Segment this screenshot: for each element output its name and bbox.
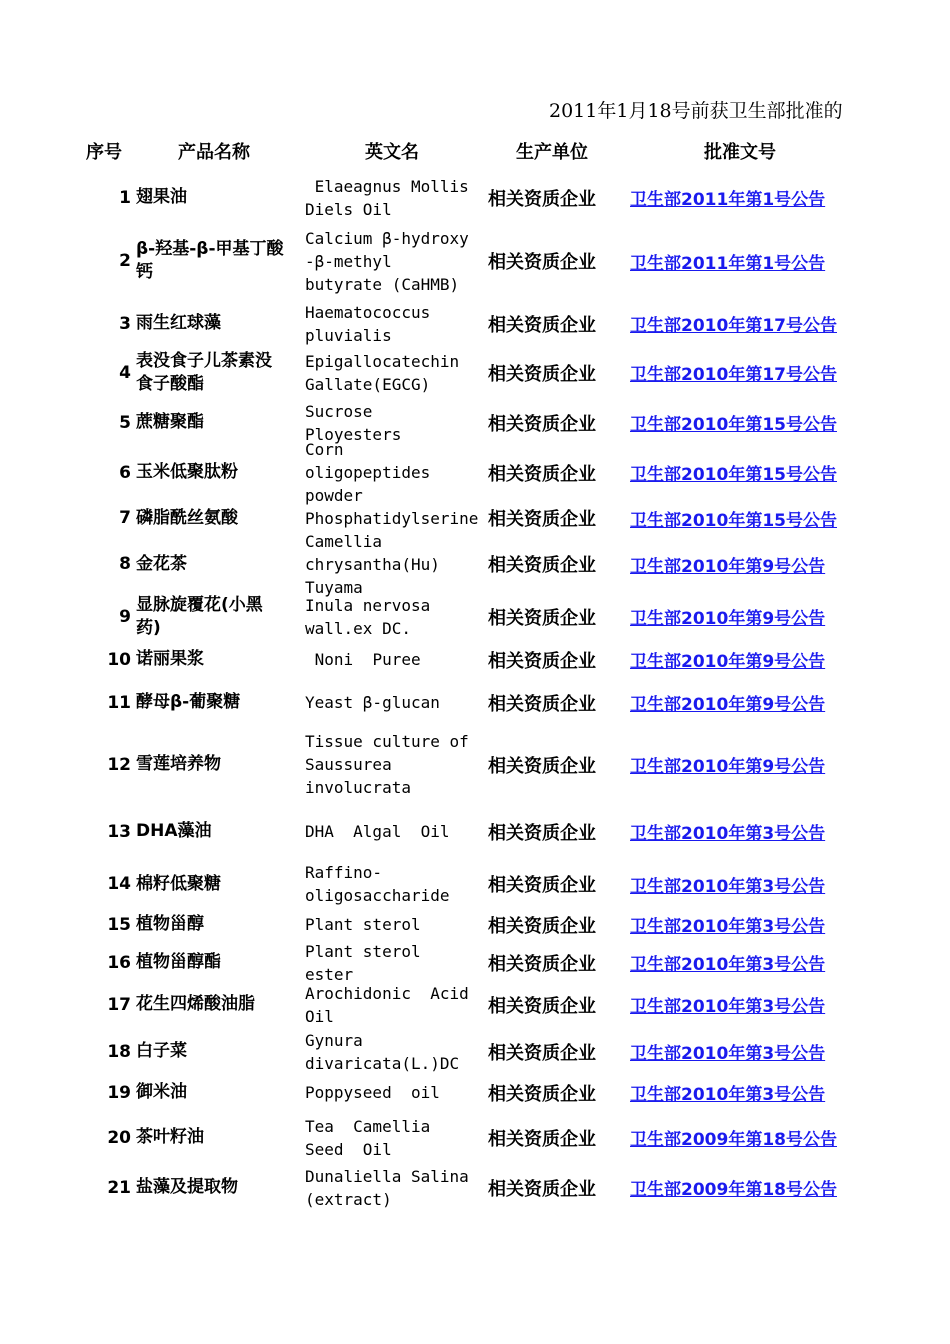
- approval-link[interactable]: 卫生部2010年第9号公告: [630, 556, 826, 577]
- product-name-cell: 雨生红球藻: [136, 313, 221, 333]
- table-row: [0, 941, 950, 984]
- row-number: 1: [119, 187, 131, 208]
- approval-link[interactable]: 卫生部2010年第3号公告: [630, 824, 826, 844]
- approval-link[interactable]: 卫生部2010年第3号公告: [630, 955, 826, 975]
- row-number: 9: [119, 606, 131, 627]
- product-name-cell: 翅果油: [136, 187, 187, 207]
- english-name-cell: Haematococcus pluvialis: [305, 302, 440, 345]
- producer-cell: 相关资质企业: [488, 252, 596, 273]
- row-number: 21: [107, 1177, 131, 1198]
- product-name-cell: 花生四烯酸油脂: [136, 994, 255, 1014]
- approval-link[interactable]: 卫生部2010年第15号公告: [630, 415, 837, 435]
- approval-link[interactable]: 卫生部2010年第15号公告: [630, 465, 837, 485]
- row-number: 4: [119, 362, 131, 383]
- table-row: [0, 905, 950, 944]
- approval-link[interactable]: 卫生部2010年第9号公告: [630, 652, 826, 672]
- english-name-cell: Gynura divaricata(L.)DC: [305, 1030, 460, 1073]
- table-row: [0, 590, 950, 643]
- row-number: 17: [107, 994, 131, 1015]
- producer-cell: 相关资质企业: [488, 875, 596, 896]
- product-name-cell: DHA藻油: [136, 821, 212, 841]
- approval-cell: [630, 643, 860, 676]
- product-name-cell: 雪莲培养物: [136, 754, 221, 774]
- row-number: 15: [107, 914, 131, 935]
- english-name-cell: Raffino-oligosaccharide: [305, 863, 450, 905]
- table-row: [0, 1075, 950, 1110]
- producer-cell: 相关资质企业: [488, 995, 596, 1017]
- approval-cell: [630, 981, 860, 1028]
- approval-cell: [630, 800, 860, 863]
- product-name-cell: 棉籽低聚糖: [136, 873, 221, 894]
- approval-cell: [630, 300, 860, 347]
- producer-cell: 相关资质企业: [488, 509, 596, 530]
- product-name-cell: 表没食子儿茶素没食子酸酯: [136, 350, 272, 394]
- approval-link[interactable]: 卫生部2010年第17号公告: [630, 365, 837, 385]
- english-name-cell: Sucrose Ployesters: [305, 401, 402, 444]
- approval-cell: [630, 590, 860, 643]
- product-name-cell: 蔗糖聚酯: [136, 412, 204, 432]
- approval-link[interactable]: 卫生部2009年第18号公告: [630, 1130, 837, 1150]
- producer-cell: 相关资质企业: [488, 413, 596, 435]
- english-name-cell: Inula nervosa wall.ex DC.: [305, 595, 440, 638]
- english-name-cell: Yeast β-glucan: [305, 693, 440, 712]
- producer-cell: 相关资质企业: [488, 915, 596, 937]
- approval-link[interactable]: 卫生部2010年第3号公告: [630, 1044, 826, 1064]
- approval-cell: [630, 944, 860, 981]
- approval-cell: [630, 863, 860, 905]
- producer-cell: 相关资质企业: [488, 822, 596, 844]
- row-number: 10: [107, 649, 131, 670]
- product-name-cell: 金花茶: [136, 553, 187, 574]
- english-name-cell: Elaeagnus Mollis Diels Oil: [305, 176, 479, 219]
- row-number: 5: [119, 412, 131, 433]
- approval-cell: [630, 447, 860, 498]
- english-name-cell: Arochidonic Acid Oil: [305, 983, 479, 1026]
- table-row: [0, 981, 950, 1028]
- table-row: [0, 531, 950, 597]
- row-number: 8: [119, 554, 131, 574]
- row-number: 12: [107, 754, 131, 775]
- approval-link[interactable]: 卫生部2010年第3号公告: [630, 876, 826, 897]
- table-row: [0, 1028, 950, 1075]
- english-name-cell: Plant sterol ester: [305, 941, 431, 984]
- approval-cell: [630, 905, 860, 944]
- approval-link[interactable]: 卫生部2010年第3号公告: [630, 917, 826, 937]
- row-number: 16: [107, 952, 131, 973]
- approval-link[interactable]: 卫生部2010年第9号公告: [630, 757, 826, 777]
- row-number: 20: [107, 1127, 131, 1148]
- english-name-cell: Plant sterol: [305, 915, 421, 934]
- producer-cell: 相关资质企业: [488, 1042, 596, 1064]
- approval-link[interactable]: 卫生部2010年第17号公告: [630, 316, 837, 336]
- producer-cell: 相关资质企业: [488, 555, 596, 576]
- header-index: 序号: [86, 142, 122, 163]
- approval-cell: [630, 222, 860, 300]
- english-name-cell: Phosphatidylserine: [305, 508, 479, 528]
- approval-cell: [630, 1028, 860, 1075]
- producer-cell: 相关资质企业: [488, 693, 596, 715]
- product-name-cell: 显脉旋覆花(小黑药): [136, 594, 263, 638]
- product-name-cell: 诺丽果浆: [136, 649, 204, 669]
- row-number: 2: [119, 251, 131, 271]
- english-name-cell: Camellia chrysantha(Hu) Tuyama: [305, 531, 450, 597]
- product-name-cell: 酵母β-葡聚糖: [136, 692, 241, 712]
- english-name-cell: DHA Algal Oil: [305, 822, 450, 841]
- english-name-cell: Calcium β-hydroxy -β-methyl butyrate (CaHMB): [305, 228, 479, 294]
- table-row: [0, 440, 950, 505]
- product-name-cell: 玉米低聚肽粉: [136, 462, 238, 482]
- approval-link[interactable]: 卫生部2010年第9号公告: [630, 695, 826, 715]
- table-row: [0, 347, 950, 398]
- producer-cell: 相关资质企业: [488, 607, 596, 629]
- row-number: 11: [107, 692, 131, 713]
- product-name-cell: β-羟基-β-甲基丁酸钙: [136, 239, 284, 282]
- product-name-cell: 盐藻及提取物: [136, 1177, 238, 1197]
- table-row: [0, 643, 950, 676]
- english-name-cell: Poppyseed oil: [305, 1083, 440, 1102]
- table-row: [0, 173, 950, 222]
- table-row: [0, 800, 950, 863]
- producer-cell: 相关资质企业: [488, 1083, 596, 1105]
- header-product-name: 产品名称: [178, 142, 250, 163]
- approval-cell: [630, 729, 860, 800]
- approval-cell: [630, 1110, 860, 1165]
- english-name-cell: Tea Camellia Seed Oil: [305, 1116, 440, 1159]
- page-title: 2011年1月18号前获卫生部批准的: [549, 100, 843, 122]
- producer-cell: 相关资质企业: [488, 1178, 596, 1200]
- table-row: [0, 863, 950, 905]
- approval-link[interactable]: 卫生部2010年第15号公告: [630, 510, 837, 531]
- product-name-cell: 白子菜: [136, 1041, 187, 1061]
- approval-cell: [630, 1165, 860, 1210]
- approval-link[interactable]: 卫生部2009年第18号公告: [630, 1180, 837, 1200]
- product-name-cell: 植物甾醇: [136, 914, 204, 934]
- header-producer: 生产单位: [516, 142, 588, 163]
- approval-link[interactable]: 卫生部2010年第9号公告: [630, 609, 826, 629]
- row-number: 3: [119, 313, 131, 334]
- approval-link[interactable]: 卫生部2010年第3号公告: [630, 997, 826, 1017]
- approval-cell: [630, 498, 860, 538]
- row-number: 14: [107, 874, 131, 894]
- approval-cell: [630, 398, 860, 447]
- english-name-cell: Dunaliella Salina (extract): [305, 1166, 479, 1209]
- table-row: [0, 300, 950, 347]
- header-english-name: 英文名: [365, 142, 419, 163]
- approval-link[interactable]: 卫生部2010年第3号公告: [630, 1085, 826, 1105]
- approval-cell: [630, 538, 860, 590]
- product-name-cell: 御米油: [136, 1082, 187, 1102]
- product-name-cell: 磷脂酰丝氨酸: [136, 507, 238, 528]
- approval-link[interactable]: 卫生部2011年第1号公告: [630, 190, 826, 210]
- producer-cell: 相关资质企业: [488, 650, 596, 672]
- english-name-cell: Tissue culture of Saussurea involucrata: [305, 732, 479, 797]
- product-name-cell: 植物甾醇酯: [136, 952, 221, 972]
- table-row: [0, 222, 950, 300]
- approval-cell: [630, 347, 860, 398]
- row-number: 6: [119, 462, 131, 483]
- producer-cell: 相关资质企业: [488, 363, 596, 385]
- producer-cell: 相关资质企业: [488, 188, 596, 210]
- table-row: [0, 676, 950, 729]
- approval-cell: [630, 1075, 860, 1110]
- approval-cell: [630, 173, 860, 222]
- row-number: 19: [107, 1082, 131, 1103]
- table-row: [0, 1165, 950, 1210]
- header-approval: 批准文号: [704, 142, 776, 163]
- english-name-cell: Noni Puree: [305, 650, 421, 669]
- row-number: 18: [107, 1041, 131, 1062]
- producer-cell: 相关资质企业: [488, 1128, 596, 1150]
- producer-cell: 相关资质企业: [488, 755, 596, 777]
- approval-link[interactable]: 卫生部2011年第1号公告: [630, 253, 826, 274]
- product-name-cell: 茶叶籽油: [136, 1127, 204, 1147]
- row-number: 13: [107, 821, 131, 842]
- table-row: [0, 1110, 950, 1165]
- approval-cell: [630, 676, 860, 729]
- row-number: 7: [119, 508, 131, 528]
- producer-cell: 相关资质企业: [488, 463, 596, 485]
- producer-cell: 相关资质企业: [488, 314, 596, 336]
- table-row: [0, 729, 950, 800]
- english-name-cell: Corn oligopeptides powder: [305, 440, 440, 505]
- producer-cell: 相关资质企业: [488, 953, 596, 975]
- english-name-cell: Epigallocatechin Gallate(EGCG): [305, 351, 469, 394]
